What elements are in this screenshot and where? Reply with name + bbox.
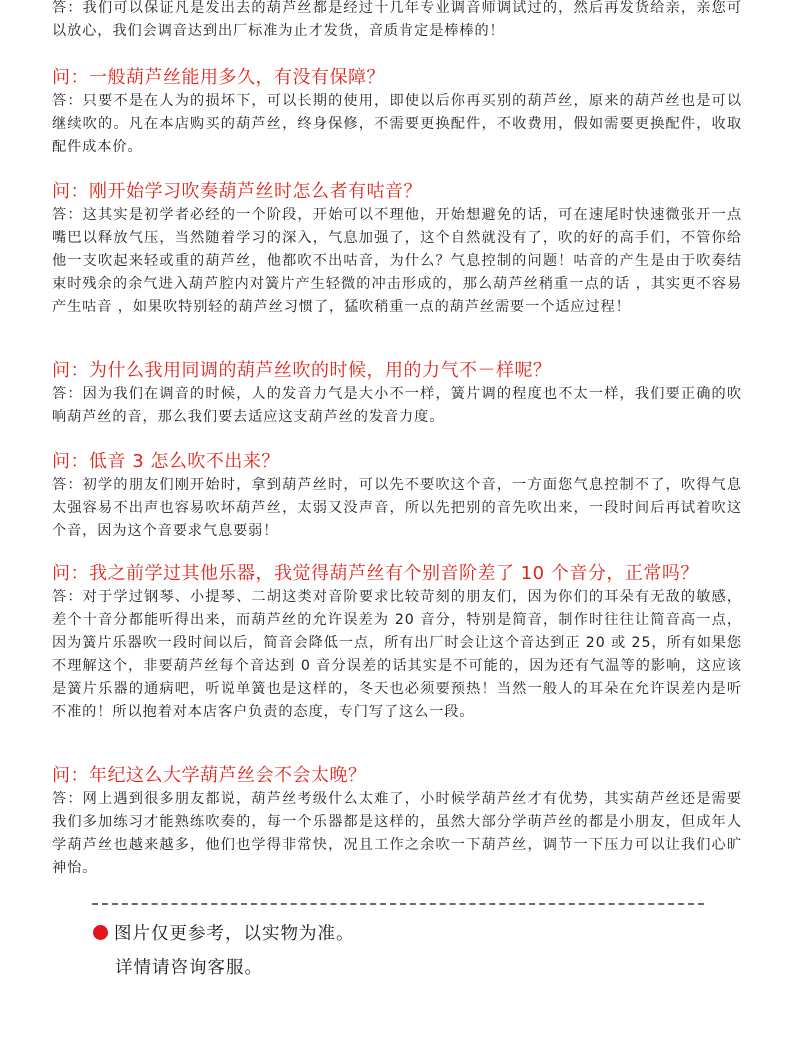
faq-answer: 答：对于学过钢琴、小提琴、二胡这类对音阶要求比较苛刻的朋友们，因为你们的耳朵有无敌的敏感，差个十音分都能听得出来，而葫芦丝的允许误差为 20 音分，特别是简音，制作时往往让简音高一点，因为簧片乐器吹一段时间以后，简音会降低一点，所有出厂时会让这个音达到正 20 或 25，所有如果您不理解这个，非要葫芦丝每个音达到 0 音分误差的话其实是不可能的，因为还有气温等的影响，这应该是簧片乐器的通病吧，听说单簧也是这样的，冬天也必须要预热！当然一般人的耳朵在允许误差内是听不准的！所以抱着对本店客户负责的态度，专门写了这么一段。 <box>52 589 742 720</box>
faq-item-age <box>52 764 742 880</box>
faq-question: 问：低音 3 怎么吹不出来？ <box>52 451 280 472</box>
red-dot-icon <box>93 925 108 940</box>
faq-question: 问：一般葫芦丝能用多久，有没有保障？ <box>52 67 385 88</box>
faq-question: 问：年纪这么大学葫芦丝会不会太晚？ <box>52 765 367 786</box>
faq-answer: 答：因为我们在调音的时候，人的发音力气是大小不一样，簧片调的程度也不太一样，我们要正确的吹响葫芦丝的音，那么我们要去适应这支葫芦丝的发音力度。 <box>52 386 742 425</box>
faq-answer: 答：我们可以保证凡是发出去的葫芦丝都是经过十几年专业调音师调试过的，然后再发货给亲，亲您可以放心，我们会调音达到出厂标准为止才发货，音质肯定是棒棒的！ <box>52 0 742 39</box>
faq-question: 问：为什么我用同调的葫芦丝吹的时候，用的力气不－样呢？ <box>52 360 552 381</box>
faq-answer: 答：只要不是在人为的损坏下，可以长期的使用，即使以后你再买别的葫芦丝，原来的葫芦丝也是可以继续吹的。凡在本店购买的葫芦丝，终身保修，不需要更换配件，不收费用，假如需要更换配件，收取配件成本价。 <box>52 93 742 155</box>
faq-item-cents-deviation <box>52 562 742 724</box>
footer-note-line1: 图片仅更参考，以实物为准。 <box>114 924 355 944</box>
faq-question: 问：我之前学过其他乐器，我觉得葫芦丝有个别音阶差了 10 个音分，正常吗？ <box>52 563 699 584</box>
faq-item-low-note <box>52 450 742 543</box>
footer-note <box>93 917 355 985</box>
faq-item-durability <box>52 66 742 159</box>
faq-item-gurgle-sound <box>52 180 742 319</box>
faq-answer: 答：这其实是初学者必经的一个阶段，开始可以不理他，开始想避免的话，可在速尾时快速微张开一点嘴巴以释放气压，当然随着学习的深入，气息加强了，这个自然就没有了，吹的好的高手们，不管你给他一支吹起来轻或重的葫芦丝，他都吹不出咕音，为什么？气息控制的问题！咕音的产生是由于吹奏结束时残余的余气进入葫芦腔内对簧片产生轻微的冲击形成的，那么葫芦丝稍重一点的话 ，其实更不容易产生咕音 ，如果吹特别轻的葫芦丝习惯了，猛吹稍重一点的葫芦丝需要一个适应过程！ <box>52 207 742 315</box>
dashed-divider <box>92 903 704 905</box>
faq-answer: 答：网上遇到很多朋友都说，葫芦丝考级什么太难了，小时候学葫芦丝才有优势，其实葫芦丝还是需要我们多加练习才能熟练吹奏的，每一个乐器都是这样的，虽然大部分学萌芦丝的都是小朋友，但成年人学葫芦丝也越来越多，他们也学得非常快，况且工作之余吹一下葫芦丝，调节一下压力可以让我们心旷神怡。 <box>52 791 742 876</box>
faq-item-quality <box>52 0 742 43</box>
faq-answer: 答：初学的朋友们刚开始时，拿到葫芦丝时，可以先不要吹这个音，一方面您气息控制不了，吹得气息太强容易不出声也容易吹坏葫芦丝，太弱又没声音，所以先把别的音先吹出来，一段时间后再试着吹这个音，因为这个音要求气息要弱！ <box>52 477 742 539</box>
faq-item-breath-force <box>52 359 742 429</box>
footer-note-line2: 详情请咨询客服。 <box>115 958 263 978</box>
faq-question: 问：刚开始学习吹奏葫芦丝时怎么者有咕音？ <box>52 181 422 202</box>
